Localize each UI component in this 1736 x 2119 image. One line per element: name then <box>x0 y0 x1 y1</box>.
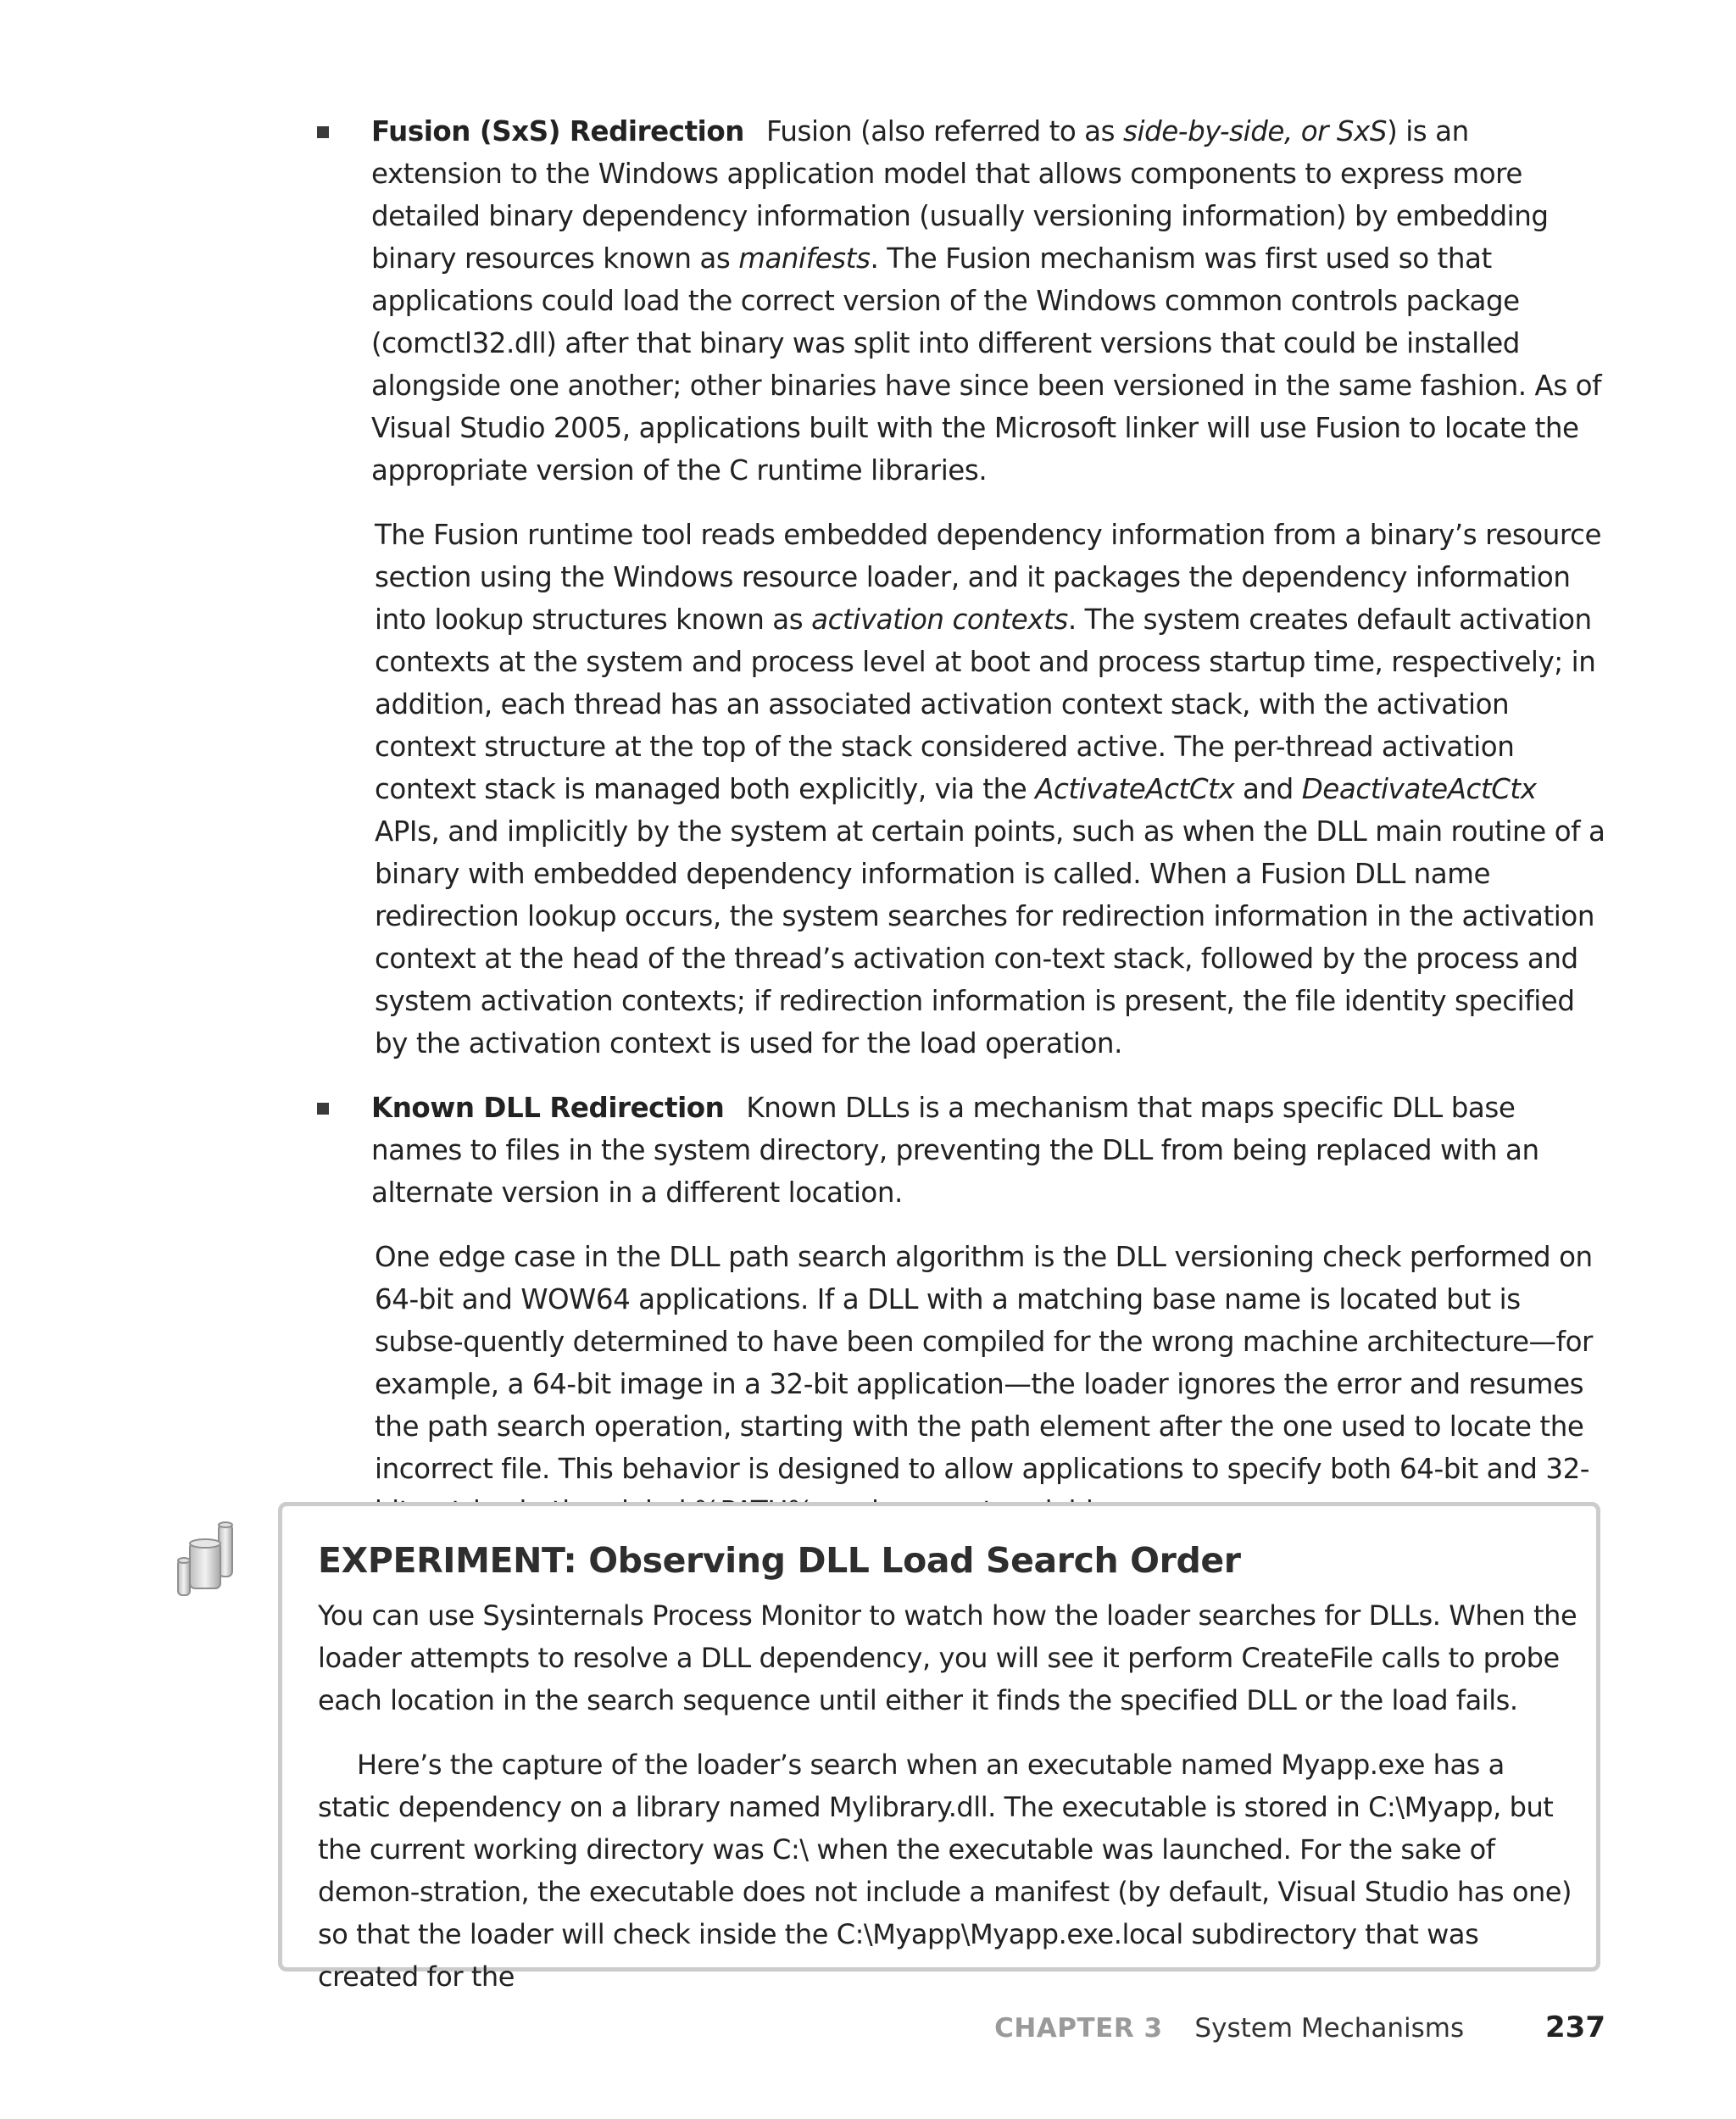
text-run: . The Fusion mechanism was first used so that applications could load the correct version of the Windows common controls package (comctl32.dll) after that binary was split into different versions that could be installed alongside one another; other binaries have since been versioned in the same fashion. As of Visual Studio 2005, applications built with the Microsoft linker will use Fusion to locate the appropriate version of the C runtime libraries. <box>371 242 1602 487</box>
text-run: . The system creates default activation contexts at the system and process level at boot and process startup time, respectively; in addition, each thread has an associated activation context stack, with the activation context structure at the top of the stack considered active. The per-thread activation context stack is managed both explicitly, via the <box>375 603 1596 805</box>
italic-term: activation contexts <box>811 603 1068 636</box>
text-run: The Fusion runtime tool reads embedded dependency information from a binary’s resource section using the Windows resource loader, and it packages the dependency information into lookup structures known as <box>375 519 1602 636</box>
bullet-item-body <box>371 1087 1605 1214</box>
experiment-paragraph-2: Here’s the capture of the loader’s search when an executable named Myapp.exe has a static dependency on a library named Mylibrary.dll. The executable is stored in C:\Myapp, but the current working directory was C:\ when the executable was launched. For the sake of demon-stration, the executable does not include a manifest (by default, Visual Studio has one) so that the loader will check inside the C:\Myapp\Myapp.exe.local subdirectory that was created for the <box>318 1749 1572 1993</box>
item-heading: Fusion (SxS) Redirection <box>371 115 744 147</box>
bullet-item-body <box>371 110 1605 492</box>
text-run: and <box>1234 773 1302 805</box>
page-number: 237 <box>1545 2011 1605 2044</box>
text-run: APIs, and implicitly by the system at certain points, such as when the DLL main routine of a binary with embedded dependency information is called. When a Fusion DLL name redirection lookup occurs, the system searches for redirection information in the activation context at the head of the thread’s activation con-text stack, followed by the process and system activation contexts; if redirection information is present, the file identity specified by the activation context is used for the load operation. <box>375 815 1605 1060</box>
text-run: ) is an extension to the Windows application model that allows components to express more detailed binary dependency information (usually versioning information) by embedding binary resources known as <box>371 115 1549 275</box>
paragraph-edge-case: One edge case in the DLL path search algorithm is the DLL versioning check performed on 64-bit and WOW64 applications. If a DLL with a matching base name is located but is subse-quently determined to have been compiled for the wrong machine architecture—for example, a 64-bit image in a 32-bit application—the loader ignores the error and resumes the path search operation, starting with the path element after the one used to locate the incorrect file. This behavior is designed to allow applications to specify both 64-bit and 32- <box>375 1241 1593 1485</box>
italic-term: DeactivateActCtx <box>1301 773 1537 805</box>
experiment-beakers-icon <box>170 1519 241 1600</box>
experiment-content <box>318 1538 1581 1998</box>
bullet-item-known-dll <box>317 1087 1605 1214</box>
experiment-paragraph-1: You can use Sysinternals Process Monitor to watch how the loader searches for DLLs. When the loader attempts to resolve a DLL dependency, you will see it perform CreateFile calls to probe each location in the search sequence until either it finds the specified DLL or the load fails. <box>318 1599 1577 1716</box>
italic-term: manifests <box>738 242 871 275</box>
item-heading: Known DLL Redirection <box>371 1092 725 1124</box>
text-run: Known DLLs is a mechanism that maps specific DLL base names to files in the system directory, preventing the DLL from being replaced with an alternate version in a different location. <box>371 1092 1539 1209</box>
experiment-sidebar <box>278 1502 1600 1993</box>
bullet-item-fusion <box>317 110 1605 492</box>
paragraph-fusion-runtime <box>375 514 1605 1065</box>
footer-section: System Mechanisms <box>1194 2013 1465 2044</box>
italic-term: side-by-side, or SxS <box>1123 115 1388 147</box>
main-text <box>317 110 1605 1532</box>
experiment-title: EXPERIMENT: Observing DLL Load Search Order <box>318 1540 1241 1581</box>
bullet-square-icon <box>317 126 329 138</box>
page-footer <box>994 2011 1605 2045</box>
italic-term: ActivateActCtx <box>1035 773 1235 805</box>
footer-chapter: CHAPTER 3 <box>994 2013 1163 2044</box>
bullet-square-icon <box>317 1103 329 1115</box>
text-run: Fusion (also referred to as <box>765 115 1124 147</box>
